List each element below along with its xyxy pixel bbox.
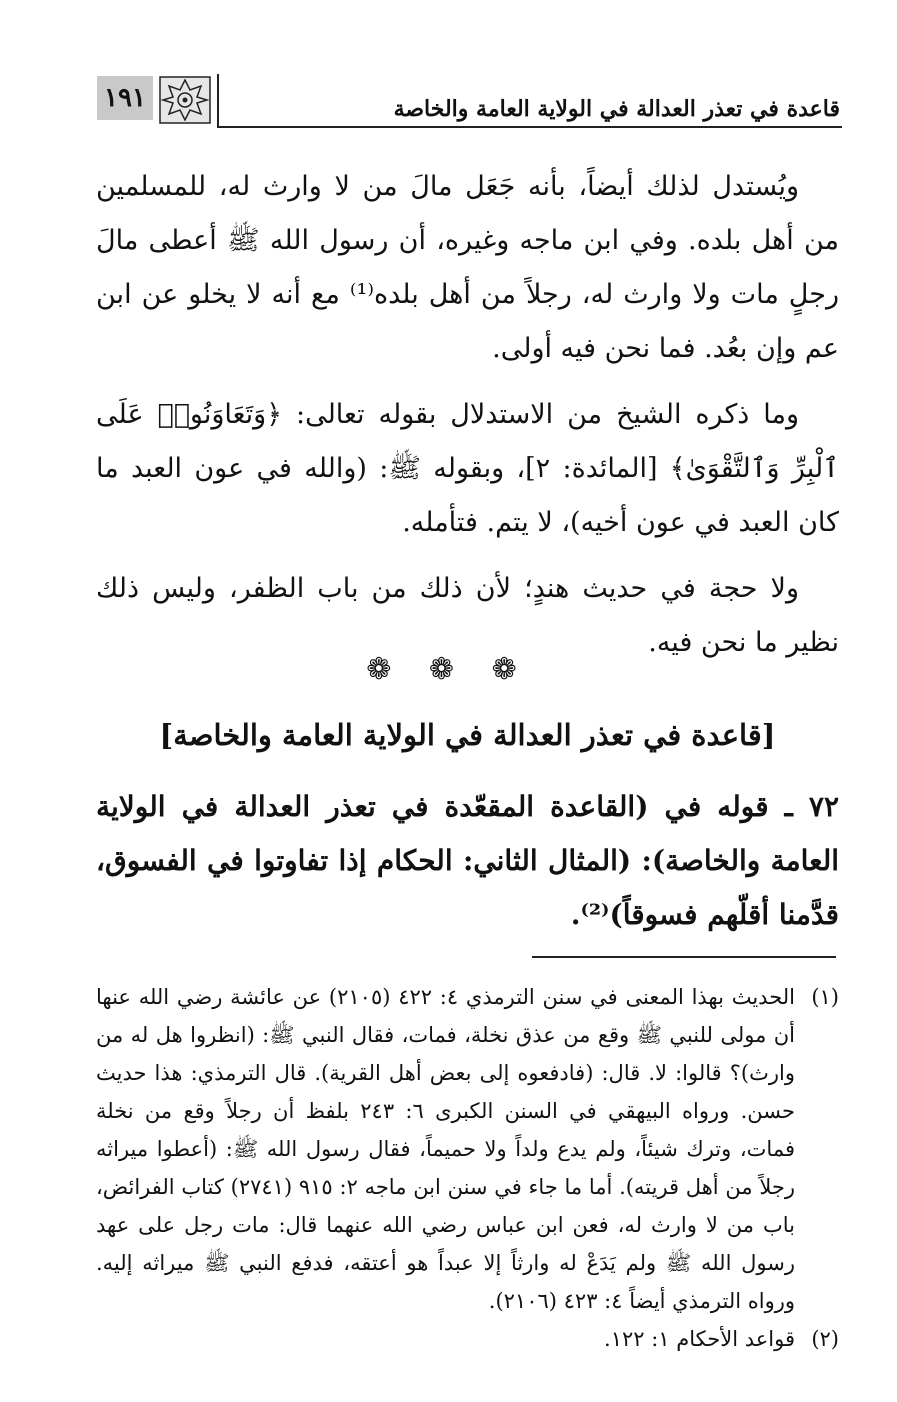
numbered-paragraph: ٧٢ ـ قوله في (القاعدة المقعّدة في تعذر العدالة في الولاية العامة والخاصة): (المثال الثاني: الحكام إذا تفاوتوا في الفسوق، قدَّمنا أقلّهم فسوقاً)⁽²⁾.	[96, 790, 839, 931]
paragraph: ولا حجة في حديث هندٍ؛ لأن ذلك من باب الظفر، وليس ذلك نظير ما نحن فيه.	[96, 573, 839, 658]
main-text	[96, 160, 839, 682]
footnote	[96, 978, 839, 1320]
header-rule	[217, 126, 842, 128]
footnote-rule	[532, 956, 836, 958]
section-separator: ❁ ❁ ❁	[366, 652, 531, 687]
footnote	[96, 1320, 839, 1358]
page-header	[97, 70, 842, 130]
header-divider	[217, 74, 219, 128]
paragraph: وما ذكره الشيخ من الاستدلال بقوله تعالى: ﴿وَتَعَاوَنُوا۟ عَلَى ٱلْبِرِّ وَٱلتَّقْوَىٰ﴾ [المائدة: ٢]، وبقوله ﷺ: (والله في عون العبد ما كان العبد في عون أخيه)، لا يتم. فتأمله.	[96, 399, 839, 538]
running-title: قاعدة في تعذر العدالة في الولاية العامة والخاصة	[393, 96, 840, 122]
ornament-icon	[159, 76, 211, 124]
footnote-number: (٢)	[811, 1327, 839, 1351]
page-number: ١٩١	[97, 76, 153, 120]
footnote-text: قواعد الأحكام ١: ١٢٢.	[604, 1327, 795, 1351]
footnotes	[96, 978, 839, 1358]
section-heading: [قاعدة في تعذر العدالة في الولاية العامة والخاصة]	[159, 718, 776, 752]
footnote-number: (١)	[811, 985, 839, 1009]
footnote-text: الحديث بهذا المعنى في سنن الترمذي ٤: ٤٢٢ (٢١٠٥) عن عائشة رضي الله عنها أن مولى للنبي ﷺ وقع من عذق نخلة، فمات، فقال النبي ﷺ: (انظروا هل له من وارث)؟ قالوا: لا. قال: (فادفعوه إلى بعض أهل القرية). قال الترمذي: هذا حديث حسن. ورواه البيهقي في السنن الكبرى ٦: ٢٤٣ بلفظ أن رجلاً وقع من نخلة فمات، وترك شيئاً، ولم يدع ولداً ولا حميماً، فقال رسول الله ﷺ: (أعطوا ميراثه رجلاً من أهل قريته). أما ما جاء في سنن ابن ماجه ٢: ٩١٥ (٢٧٤١) كتاب الفرائض، باب من لا وارث له، فعن ابن عباس رضي الله عنهما قال: مات رجل على عهد رسول الله ﷺ ولم يَدَعْ له وارثاً إلا عبداً هو أعتقه، فدفع النبي ﷺ ميراثه إليه. ورواه الترمذي أيضاً ٤: ٤٢٣ (٢١٠٦).	[96, 985, 795, 1313]
paragraph: ويُستدل لذلك أيضاً، بأنه جَعَل مالَ من لا وارث له، للمسلمين من أهل بلده. وفي ابن ماجه وغيره، أن رسول الله ﷺ أعطى مالَ رجلٍ مات ولا وارث له، رجلاً من أهل بلده⁽¹⁾ مع أنه لا يخلو عن ابن عم وإن بعُد. فما نحن فيه أولى.	[96, 171, 839, 364]
